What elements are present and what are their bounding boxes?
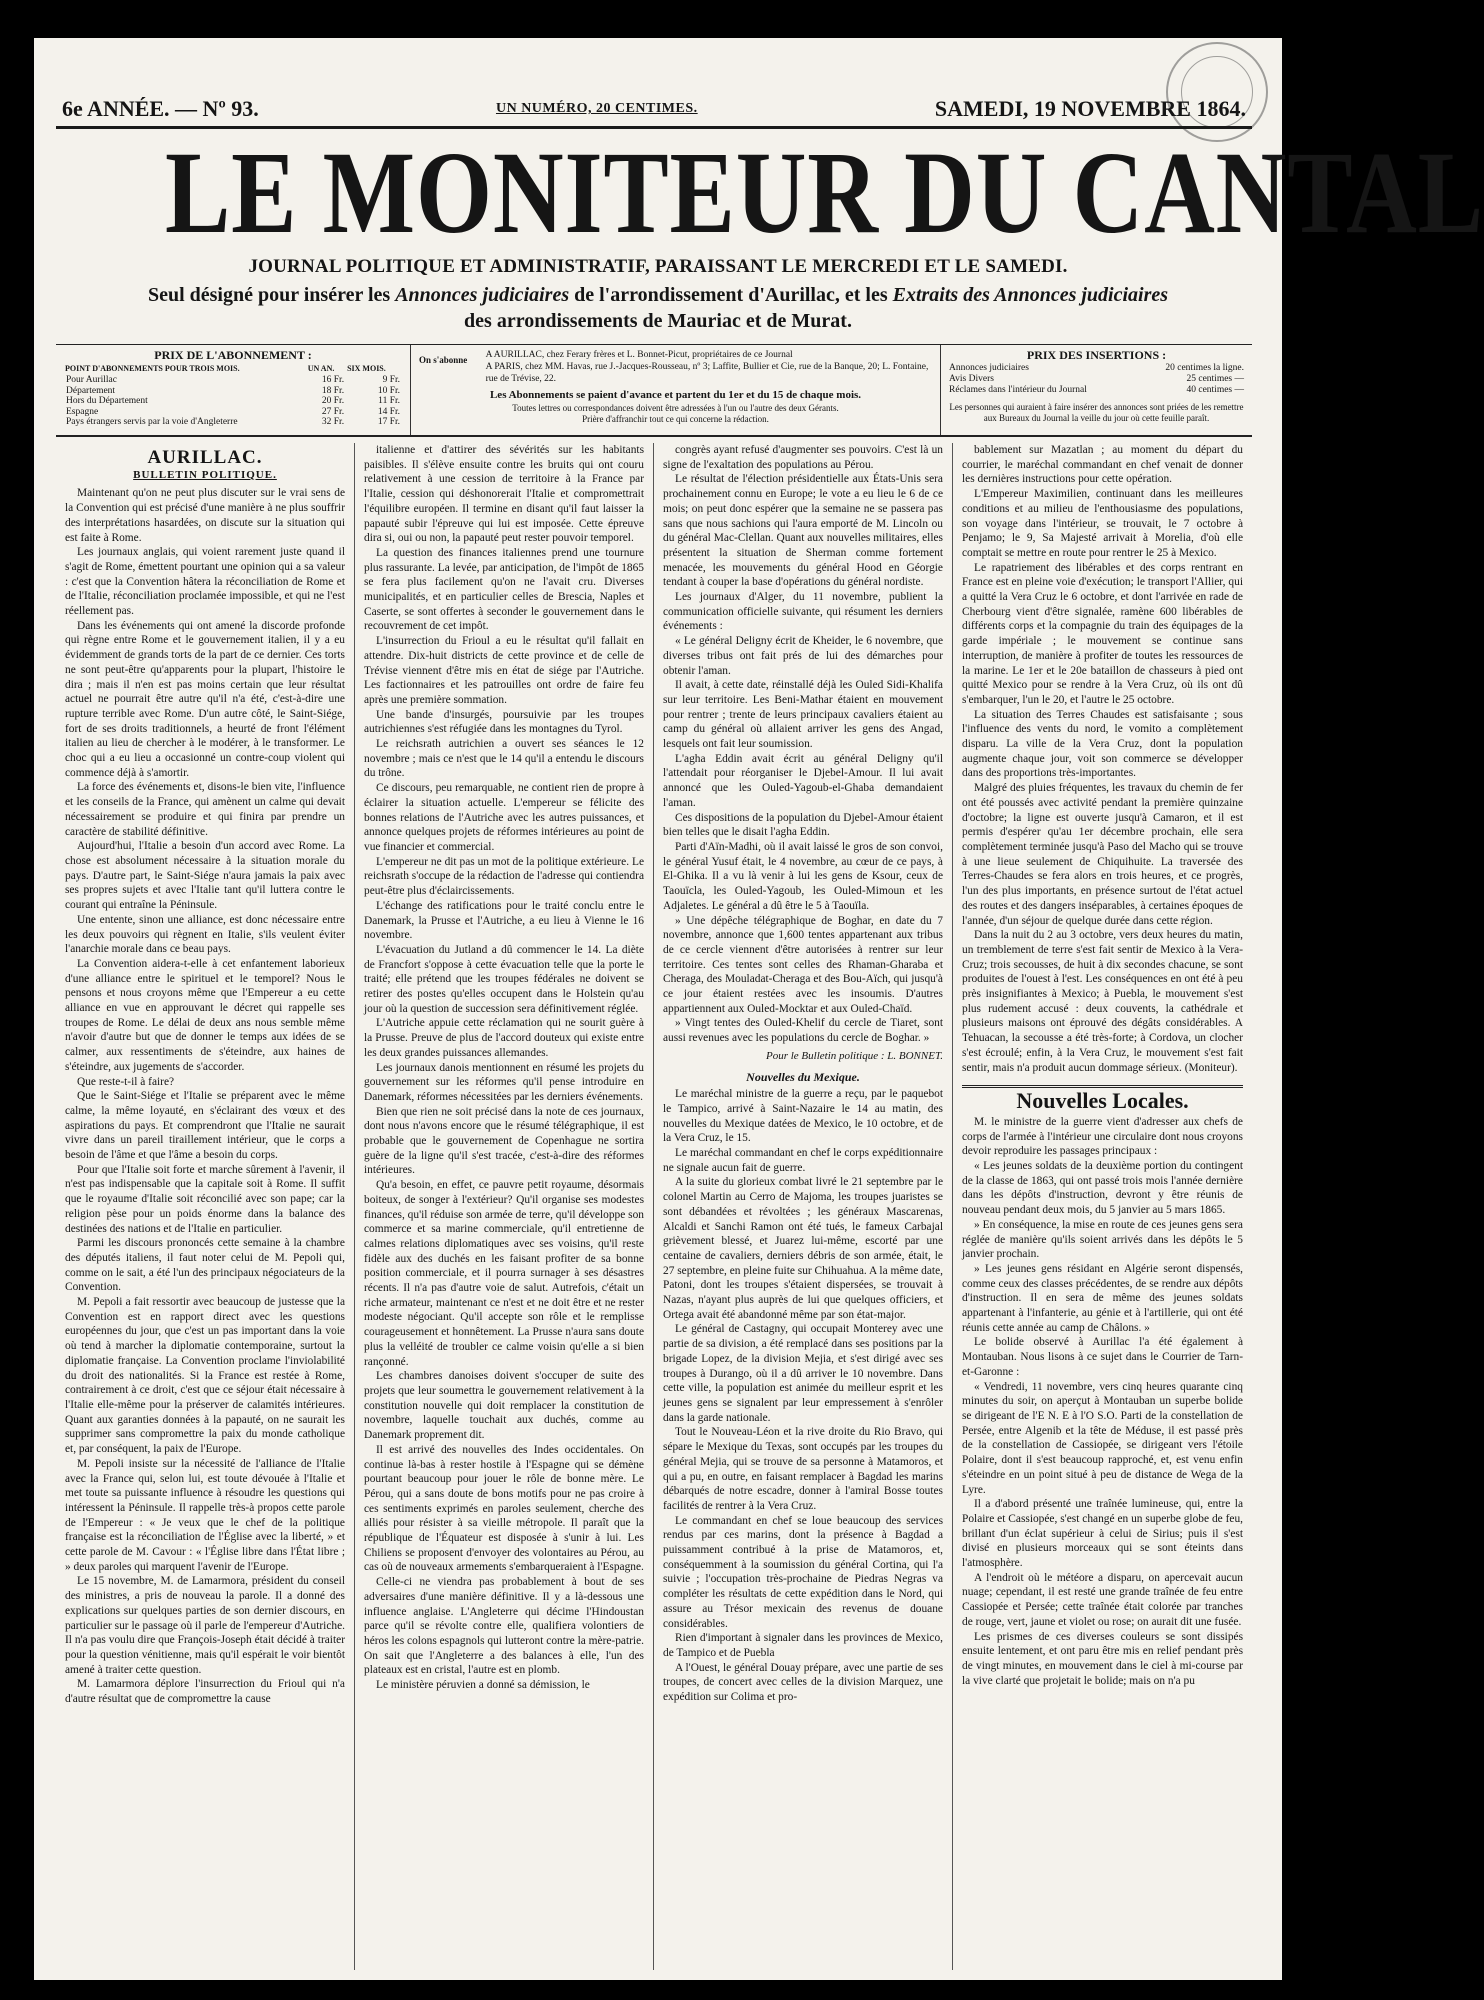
table-row: Pour Aurillac 16 Fr. 9 Fr.: [66, 375, 400, 385]
section-title-mexico: Nouvelles du Mexique.: [746, 1069, 860, 1084]
section-title-local-news: Nouvelles Locales.: [962, 1085, 1243, 1109]
article-paragraph: Une entente, sinon une alliance, est donc nécessaire entre les deux pouvoirs qui règnent en Italie, s'ils veulent éviter l'anarchie morale dans ce beau pays.: [65, 913, 345, 956]
article-paragraph: Celle-ci ne viendra pas probablement à bout de ses adversaires d'une manière définitive. Il y a là-dessous une influence anglaise. L'Angleterre qui décime l'Hindoustan parce qu'il se révolte contre elle, qualifiera volontiers de héros les colons espagnols qui lutteront contre la mère-patrie. On sait que l'Angleterre a des balances à elle, l'un des plateaux est en cristal, l'autre est en plomb.: [364, 1576, 644, 1677]
article-paragraph: « Le général Deligny écrit de Kheider, le 6 novembre, que diverses tribus ont fait prés de lui des démarches pour obtenir l'aman.: [663, 635, 943, 677]
table-row: Espagne 27 Fr. 14 Fr.: [66, 406, 400, 417]
table-row: Département 18 Fr. 10 Fr.: [66, 385, 400, 396]
section-subtitle-bulletin: BULLETIN POLITIQUE.: [133, 468, 277, 481]
subscription-title: PRIX DE L'ABONNEMENT :: [154, 348, 312, 362]
article-paragraph: » Une dépêche télégraphique de Boghar, en date du 7 novembre, annonce que 1,600 tentes appartenant aux tribus de ce cercle viennent d'être autorisées à rentrer sur leur territoire. Ces tentes sont celles des Rhaman-Gharaba et Cheraga, des Mouladat-Cheraga et des Bou-Aïch, qui jusqu'à ce jour étaient restées avec les insoumis. D'autres appartiennent aux Ouled-Mocktar et aux Ouled-Chaïd.: [663, 914, 943, 1015]
article-paragraph: Le 15 novembre, M. de Lamarmora, président du conseil des ministres, a pris de nouveau la parole. Il a donné des explications sur quelques parties de son dernier discours, en particulier sur le passage où il parle de l'empereur d'Autriche. Il n'a pas voulu dire que François-Joseph était décidé à traiter pour la question vénitienne, mais qu'il espérait le voir bientôt amené à traiter cette question.: [65, 1575, 345, 1676]
article-paragraph: Le rapatriement des libérables et des corps rentrant en France est en pleine voie d'exécution; le transport l'Allier, qui a quitté la Vera Cruz le 6 octobre, et dont l'arrivée en rade de Cherbourg vient d'être signalée, ramène 600 libérables de différents corps et la compagnie du train des équipages de la garde impériale ; le mouvement se continue sans interruption, de manière à profiter de toutes les ressources de la marine. Le 1er et le 20e bataillon de chasseurs à pied ont quitté Mexico pour se rendre à la Vera Cruz, où ils ont dû s'embarquer, l'un le 20, et l'autre le 25 octobre.: [962, 561, 1243, 706]
payment-terms: Les Abonnements se paient d'avance et partent du 1er et du 15 de chaque mois.: [489, 389, 862, 401]
article-paragraph: A l'endroit où le météore a disparu, on apercevait aucun nuage; cependant, il est resté une grande traînée de feu entre Cassiopée et Persée; cette traînée était colorée par tranches de rouge, vert, jaune et violet ou rose; on aurait dit une fusée.: [962, 1571, 1243, 1628]
issue-date: SAMEDI, 19 NOVEMBRE 1864.: [934, 96, 1246, 121]
insertion-row: Annonces judiciaires 20 centimes la ligne.: [949, 363, 1244, 373]
article-paragraph: Parmi les discours prononcés cette semaine à la chambre des députés italiens, il faut noter celui de M. Pepoli qui, comme on le sait, a été l'un des principaux négociateurs de la Convention.: [65, 1237, 345, 1294]
article-paragraph: A la suite du glorieux combat livré le 21 septembre par le colonel Martin au Cerro de Majoma, les troupes juaristes se sont débandées et révoltées ; les généraux Mascarenas, Alcaldi et Sanchi Ramon ont été tués, le fameux Carbajal grièvement blessé, et Juarez lui-même, escorté par une centaine de cavaliers, derniers débris de son armée, était, le 27 septembre, en pleine fuite sur Chihuahua. A la même date, Patoni, dont les troupes s'étaient dispersées, se trouvait à Nazas, n'ayant plus auprès de lui que quelques officiers, et Ortega avait été abandonné même par son état-major.: [663, 1176, 943, 1321]
article-paragraph: Dans la nuit du 2 au 3 octobre, vers deux heures du matin, un tremblement de terre s'est fait sentir de Mexico à la Vera-Cruz; trois secousses, de huit à dix secondes chacune, se sont produites de l'ouest à l'est. Les conséquences en ont été à peu près insignifiantes à Mexico; à Puebla, le mouvement s'est plus rudement accusé : deux couvents, la cathédrale et plusieurs maisons ont éprouvé des dégâts considérables. A Tehuacan, la secousse a été très-forte; à Cordova, un clocher s'est écroulé; enfin, à la Vera Cruz, le mouvement s'est fait sentir, mais n'a produit aucun dommage sérieux. (Moniteur).: [962, 929, 1243, 1074]
article-paragraph: » En conséquence, la mise en route de ces jeunes gens sera réglée de manière qu'ils soient arrivés dans les dépôts le 5 janvier prochain.: [962, 1218, 1243, 1261]
issue-number: 6e ANNÉE. — Nº 93.: [62, 96, 259, 121]
postage-note: Prière d'affranchir tout ce qui concerne la rédaction.: [582, 414, 769, 424]
table-header: POINT D'ABONNEMENTS POUR TROIS MOIS.: [65, 364, 240, 373]
article-paragraph: Le bolide observé à Aurillac l'a été également à Montauban. Nous lisons à ce sujet dans le Courrier de Tarn-et-Garonne :: [962, 1336, 1243, 1378]
article-paragraph: Il a d'abord présenté une traînée lumineuse, qui, entre la Polaire et Cassiopée, s'est changé en un superbe globe de feu, brillant d'un éclat supérieur à celui de Sirius; puis il s'est divisé en plusieurs morceaux qui se sont éteints dans l'atmosphère.: [962, 1498, 1243, 1570]
notice-text-2: de l'arrondissement d'Aurillac, et les: [569, 284, 893, 306]
newspaper-page: [34, 38, 1484, 1980]
article-paragraph: Les prismes de ces diverses couleurs se sont dissipés ensuite lentement, et ont paru être mis en relief pendant près de vingt minutes, en mouvement dans le ciel à mi-course par la vive clarté que projetait le bolide; mais on n'a pu: [962, 1630, 1243, 1687]
bulletin-signature: Pour le Bulletin politique : L. BONNET.: [765, 1049, 943, 1062]
article-paragraph: Aujourd'hui, l'Italie a besoin d'un accord avec Rome. La chose est absolument nécessaire à la situation morale du pays. D'autre part, le Saint-Siége n'aura jamais la paix avec ses propres sujets et avec l'Italie tant qu'il luttera contre le courant qui entraîne la Péninsule.: [65, 840, 345, 912]
article-paragraph: La situation des Terres Chaudes est satisfaisante ; sous l'influence des vents du nord, le vomito a complètement disparu. La ville de la Vera Cruz, dont la population augmente chaque jour, voit son commerce se développer dans des proportions très-importantes.: [962, 708, 1243, 780]
masthead-subtitle: JOURNAL POLITIQUE ET ADMINISTRATIF, PARAISSANT LE MERCREDI ET LE SAMEDI.: [248, 256, 1068, 277]
correspondence-note: Toutes lettres ou correspondances doivent être adressées à l'un ou l'autre des deux Gérants.: [512, 403, 839, 413]
article-paragraph: congrès ayant refusé d'augmenter ses pouvoirs. C'est là un signe de l'exaltation des populations au Pérou.: [663, 444, 943, 471]
article-paragraph: M. Pepoli a fait ressortir avec beaucoup de justesse que la Convention est en rapport direct avec les questions européennes du jour, que c'est un pas important dans la voie où tend à marcher la diplomatie contemporaine, surtout la diplomatie française. La Convention proclame l'inviolabilité du droit des nationalités. Si la France est restée à Rome, contrairement à ce droit, c'est que ce séjour était nécessaire à l'Italie elle-même pour la préserver de calamités intérieures. Quant aux garanties données à la papauté, on ne saurait les supprimer sans compromettre la paix du monde catholique et, par conséquent, la paix de l'Europe.: [65, 1296, 345, 1456]
article-paragraph: L'agha Eddin avait écrit au général Deligny qu'il l'attendait pour réorganiser le Djebel-Amour. Il lui avait annoncé que les Ouled-Yagoub-el-Ghaba demandaient l'aman.: [663, 752, 943, 809]
notice-emphasis-1: Annonces judiciaires: [395, 284, 570, 306]
office-aurillac: A AURILLAC, chez Ferary frères et L. Bonnet-Picut, propriétaires de ce Journal: [485, 350, 793, 360]
office-label: On s'abonne: [419, 355, 468, 365]
article-paragraph: M. le ministre de la guerre vient d'adresser aux chefs de corps de l'armée à l'intérieur une circulaire dont nous croyons devoir reproduire les passages principaux :: [962, 1115, 1243, 1158]
column-4: [953, 443, 1252, 1970]
article-paragraph: Qu'a besoin, en effet, ce pauvre petit royaume, désormais boiteux, de songer à l'extérieur? Qu'il organise ses modestes finances, qu'il réduise son armée de terre, qu'il développe son commerce et sa marine commerciale, qu'il entretienne de calmes relations diplomatiques avec ses voisins, qu'il reste fidèle aux des duchés en les faisant profiter de sa bonne position commerciale, et il pourra surnager à ses désastres récents. Il n'a pas d'autre voie de salut. Autrefois, c'était un riche armateur, maintenant ce n'est et ne doit être et ne rester modeste négociant. Qu'il accepte son rôle et le remplisse courageusement et honnêtement. La Prusse n'aura sans doute plus la velléité de troubler ce calme voisin qu'elle a si bien rançonné.: [364, 1179, 644, 1368]
masthead-title: LE MONITEUR DU CANTAL: [164, 127, 1484, 258]
article-paragraph: L'insurrection du Frioul a eu le résultat qu'il fallait en attendre. Dix-huit districts de cette province et de celle de Trévise viennent d'être mis en état de siége par l'Autriche. Les factionnaires et les patrouilles ont ordre de faire feu après une première sommation.: [364, 635, 644, 706]
article-paragraph: Le ministère péruvien a donné sa démission, le: [376, 1679, 590, 1692]
article-paragraph: Le maréchal commandant en chef le corps expéditionnaire ne signale aucun fait de guerre.: [663, 1147, 943, 1174]
article-paragraph: Dans les événements qui ont amené la discorde profonde qui règne entre Rome et le gouvernement italien, il y a eu évidemment de grands torts de la part de ce dernier. Ces torts ne sont peut-être qu'apparents pour la plupart, l'histoire le dira ; mais il n'en est pas moins certain que leur résultat actuel ne pourrait être autre qu'il n'a été, c'est-à-dire une rupture terrible avec Rome. D'un autre côté, le Saint-Siége, fort de ses droits traditionnels, a heurté de front l'élément italien au lieu de chercher à le modérer, à le transformer. Le choc qui a eu lieu a occasionné un contre-coup violent qui commence déjà à s'amortir.: [65, 619, 345, 779]
article-paragraph: » Les jeunes gens résidant en Algérie seront dispensés, comme ceux des classes précédentes, de se rendre aux dépôts d'instruction. Il en sera de même des jeunes soldats appartenant à l'infanterie, au génie et à l'artillerie, qui ont été réunis cette année au camp de Châlons. »: [962, 1262, 1243, 1334]
article-paragraph: italienne et d'attirer des sévérités sur les habitants paisibles. Il s'élève ensuite contre les bruits qui ont couru relativement à une cession de territoire à la France par l'Italie, cession qui déshonorerait l'Italie et compromettrait l'équilibre européen. Il termine en disant qu'il faut laisser la papauté subir l'épreuve qui lui est imposée. Cette épreuve dira si, oui ou non, la papauté peut rester pouvoir temporel.: [364, 444, 644, 545]
article-paragraph: Le reichsrath autrichien a ouvert ses séances le 12 novembre ; mais ce n'est que le 14 qu'il a entendu le discours du trône.: [364, 738, 644, 780]
article-paragraph: Les chambres danoises doivent s'occuper de suite des projets que leur soumettra le gouvernement relativement à la constitution nouvelle qui doit remplacer la constitution de novembre, laquelle touchait aux duchés, comme au Danemark proprement dit.: [364, 1370, 644, 1442]
subscription-box: [56, 344, 1252, 437]
column-1: [56, 443, 355, 1970]
article-paragraph: Parti d'Aïn-Madhi, où il avait laissé le gros de son convoi, le général Yusuf était, le 4 novembre, au cœur de ce pays, à El-Ghika. Il a vu là venir à lui les gens de Ksour, ceux de Taouïcla, les Ouled-Yagoub, les Ouled-Mimoun et les Adjaletes. Le général a dû être le 5 à Taouïla.: [663, 840, 943, 912]
column-2: [355, 443, 654, 1970]
article-columns: [56, 443, 1252, 1970]
notice-text-3: des arrondissements de Mauriac et de Murat.: [464, 310, 852, 332]
article-paragraph: Ce discours, peu remarquable, ne contient rien de propre à éclairer la situation actuelle. L'empereur se félicite des bonnes relations de l'Autriche avec les autres puissances, et annonce quelques projets de réformes intérieures au point de vue financier et commercial.: [364, 782, 644, 853]
table-header: SIX MOIS.: [347, 364, 386, 373]
insertion-row: Avis Divers 25 centimes —: [949, 374, 1244, 384]
article-paragraph: L'empereur ne dit pas un mot de la politique extérieure. Le reichsrath s'occupe de la rédaction de l'adresse qui contiendra peut-être plus d'éclaircissements.: [364, 855, 644, 898]
insertion-row: Réclames dans l'intérieur du Journal 40 centimes —: [949, 385, 1244, 395]
section-title-aurillac: AURILLAC.: [147, 447, 263, 468]
article-paragraph: Que reste-t-il à faire?: [77, 1075, 175, 1088]
article-paragraph: L'Empereur Maximilien, continuant dans les meilleures conditions et au milieu de l'enthousiasme des populations, son voyage dans l'intérieur, se trouvait, le 7 octobre à Penjamo; le 9, Sa Majesté arrivait à Morelia, d'où elle comptait se mettre en route pour rentrer le 25 à Mexico.: [962, 488, 1243, 559]
article-paragraph: » Vingt tentes des Ouled-Khelif du cercle de Tiaret, sont aussi revenues avec les populations du cercle de Boghar. »: [663, 1017, 943, 1045]
article-paragraph: Les journaux danois mentionnent en résumé les projets du gouvernement sur les réformes qu'il pense introduire en Danemark, réformes nécessitées par les derniers événements.: [364, 1061, 644, 1103]
article-paragraph: Pour que l'Italie soit forte et marche sûrement à l'avenir, il n'est pas indispensable que la capitale soit à Rome. Il suffit que le royaume d'Italie soit réconcilié avec son pape; car la religion pèse pour un poids énorme dans la balance des destinées des nations et de l'Italie en particulier.: [65, 1163, 345, 1235]
article-paragraph: A l'Ouest, le général Douay prépare, avec une partie de ses troupes, de concert avec celles de la division Marquez, une expédition sur Colima et pro-: [663, 1661, 943, 1704]
article-paragraph: L'échange des ratifications pour le traité conclu entre le Danemark, la Prusse et l'Autriche, a eu lieu à Vienne le 16 novembre.: [364, 899, 644, 942]
table-row: Hors du Département 20 Fr. 11 Fr.: [66, 396, 400, 406]
article-paragraph: La question des finances italiennes prend une tournure plus rassurante. La levée, par anticipation, de l'impôt de 1865 se fera plus facilement qu'on ne l'avait cru. Diverses municipalités, et en particulier celles de Brescia, Naples et Caserte, se sont offertes à seconder le gouvernement dans le recouvrement de cet impôt.: [364, 546, 644, 633]
article-paragraph: Il avait, à cette date, réinstallé déjà les Ouled Sidi-Khalifa sur leur territoire. Les Beni-Mathar étaient en mouvement pour rentrer ; trente de leurs principaux cavaliers étaient au camp du général où allaient arriver les gens des Angad, lesquels ont fait leur soumission.: [663, 679, 943, 751]
article-paragraph: La Convention aidera-t-elle à cet enfantement laborieux d'une alliance entre le spirituel et le temporel? Nous le pensons et nous croyons même que l'Empereur a eu cette alliance en vue en approuvant le décret qui rappelle ses troupes de Rome. Le délai de deux ans nous semble même n'avoir d'autre but que de donner le temps aux idées de se calmer, aux ressentiments de s'éteindre, aux haines de s'éteindre, aux jugements de s'accorder.: [65, 957, 345, 1073]
article-paragraph: Le résultat de l'élection présidentielle aux États-Unis sera prochainement connu en Europe; le vote a eu lieu le 6 de ce mois; on peut donc espérer que la semaine ne se passera pas sans que nous sachions qui l'aura emporté de M. Lincoln ou du général Mac-Clellan. Quant aux nouvelles militaires, elles présentent la situation de Sherman comme fortement menacée, les mouvements du général Hood en Géorgie tendant à couper la base d'opérations du général nordiste.: [663, 473, 943, 589]
notice-emphasis-2: Extraits des Annonces judiciaires: [892, 284, 1169, 306]
article-paragraph: Ces dispositions de la population du Djebel-Amour étaient bien telles que le disait l'agha Eddin.: [663, 811, 943, 839]
article-paragraph: Une bande d'insurgés, poursuivie par les troupes autrichiennes s'est réfugiée dans les montagnes du Tyrol.: [364, 708, 644, 736]
legal-notice: [64, 282, 1252, 334]
article-paragraph: M. Pepoli insiste sur la nécessité de l'alliance de l'Italie avec la France qui, selon lui, est toute dévouée à l'Italie et met toute sa puissante influence à résoudre les questions qui intéressent la Péninsule. Il rappelle très-à propos cette parole de l'Empereur : « Je veux que le chef de la politique française est la réconciliation de l'Église avec la liberté, » et cette parole de M. Cavour : « l'Église libre dans l'État libre ; » deux paroles qui marquent l'avenir de l'Europe.: [65, 1457, 345, 1573]
article-paragraph: « Les jeunes soldats de la deuxième portion du contingent de la classe de 1863, qui ont passé trois mois l'année dernière dans les dépôts d'instruction, devront y être réunis de nouveau pendant deux mois, du 5 janvier au 5 mars 1865.: [962, 1160, 1243, 1217]
table-row: Pays étrangers servis par la voie d'Angleterre 32 Fr. 17 Fr.: [66, 417, 400, 427]
article-paragraph: Les journaux anglais, qui voient rarement juste quand il s'agit de Rome, émettent pourtant une opinion qui a sa valeur : c'est que la Convention hâtera la réconciliation de Rome et de l'Italie, réconciliation proclamée impossible, et qui ne l'est réellement pas.: [65, 546, 345, 618]
article-paragraph: L'évacuation du Jutland a dû commencer le 14. La diète de Francfort s'oppose à cette évacuation telle que la porte le traité; elle prétend que les troupes fédérales ne doivent se retirer des postes qu'elles occupent dans le Holstein qu'au jour où la question de succession sera définitivement réglée.: [364, 943, 644, 1015]
subscription-table: [64, 363, 402, 428]
insertion-prices: [941, 345, 1252, 435]
article-paragraph: Le maréchal ministre de la guerre a reçu, par le paquebot le Tampico, arrivé à Saint-Nazaire le 14 au matin, des nouvelles du Mexique datées de Mexico, le 10 octobre, et de la Vera Cruz, le 15.: [663, 1088, 943, 1145]
article-paragraph: bablement sur Mazatlan ; au moment du départ du courrier, le maréchal commandant en chef venait de donner les dernières instructions pour cette opération.: [962, 444, 1243, 486]
article-paragraph: Le commandant en chef se loue beaucoup des services rendus par ces marins, dont la présence à Bagdad a puissamment contribué à la prise de Matamoros, et, conséquemment à la soumission du général Cortina, qui l'a suivie ; l'occupation très-prochaine de Piedras Negras va compléter les résultats de cette expédition dans le Nord, qui assure au Trésor mexicain des revenus de douane considérables.: [663, 1514, 943, 1630]
insertions-title: PRIX DES INSERTIONS :: [1026, 348, 1167, 362]
article-paragraph: Maintenant qu'on ne peut plus discuter sur le vrai sens de la Convention qui est précisé d'une manière à ne plus souffrir des interprétations hasardées, on discute sur la situation qui est faite à Rome.: [65, 487, 345, 544]
issue-price: UN NUMÉRO, 20 CENTIMES.: [495, 101, 698, 116]
subscription-prices: [56, 345, 411, 435]
table-header: UN AN.: [307, 364, 335, 373]
issue-line: [62, 94, 1246, 124]
article-paragraph: Malgré des pluies fréquentes, les travaux du chemin de fer ont été poussés avec activité pendant la première quinzaine d'octobre; la ligne est ouverte jusqu'à Camaron, et il est permis d'espérer qu'au 1er décembre prochain, elle sera complètement terminée jusqu'à Paso del Macho qui se trouve à une lieue seulement de Chiquihuite. La traversée des Terres-Chaudes se fera alors en trois heures, et ce progrès, l'un des plus importants, en présence surtout de l'état actuel des routes et des dangers inséparables, à certaines époques de l'année, d'un séjour de quelque durée dans cette région.: [962, 782, 1243, 927]
article-paragraph: L'Autriche appuie cette réclamation qui ne sourit guère à la Prusse. Preuve de plus de l'accord douteux qui existe entre les deux grandes puissances allemandes.: [364, 1017, 644, 1059]
article-paragraph: Il est arrivé des nouvelles des Indes occidentales. On continue là-bas à rester hostile à l'Espagne qui se démène pourtant beaucoup pour jouer le rôle de bonne mère. Le Pérou, qui a sans doute de bons motifs pour ne pas croire à ces sentiments exprimés en paroles seulement, cherche des alliés pour résister à sa vieille métropole. Il paraît que la république de l'Équateur est disposée à s'unir à lui. Les Chiliens se proposent d'envoyer des volontaires au Pérou, au cas où de nouveaux armements s'embarqueraient à l'Espagne.: [364, 1443, 644, 1574]
article-paragraph: M. Lamarmora déplore l'insurrection du Frioul qui n'a d'autre résultat que de compromettre la cause: [65, 1678, 345, 1706]
article-paragraph: Bien que rien ne soit précisé dans la note de ces journaux, dont nous n'avons encore que le résumé télégraphique, il est probable que le gouvernement de Copenhague ne sortira guère de la ligne qu'il s'est tracée, c'est-à-dire des réformes intérieures.: [364, 1105, 644, 1177]
article-paragraph: Le général de Castagny, qui occupait Monterey avec une partie de sa division, a été remplacé dans ses positions par la brigade Lopez, de la division Mejia, et s'est dirigé avec ses troupes à Durango, où il a dû arriver le 10 novembre. Dans cette ville, la population est animée du meilleur esprit et les jeunes gens se signalent par leur empressement à s'enrôler dans la garde nationale.: [663, 1323, 943, 1424]
subscription-offices: [411, 345, 941, 435]
article-paragraph: « Vendredi, 11 novembre, vers cinq heures quarante cinq minutes du soir, on aperçut à Montauban un superbe bolide se dirigeant de l'E N. E à l'O S.O. Parti de la constellation de Persée, entre Algenib et la tête de Méduse, il est passé près de la constellation de Cassiopée, se dirigeant vers l'étoile Polaire, dont il s'est beaucoup rapproché, et, est venu enfin s'éteindre en un point situé à peu de distance de Wega de la Lyre.: [962, 1380, 1243, 1496]
office-paris: A PARIS, chez MM. Havas, rue J.-Jacques-Rousseau, nº 3; Laffite, Bullier et Cie, rue de la Banque, 20; L. Fontaine, rue de Trévise, 22.: [485, 362, 929, 384]
article-paragraph: Rien d'important à signaler dans les provinces de Mexico, de Tampico et de Puebla: [663, 1632, 943, 1659]
article-paragraph: La force des événements et, disons-le bien vite, l'influence et les conseils de la France, qui amènent un calme qui devait nécessairement se produire et qui finira par prendre un caractère de stabilité définitive.: [65, 781, 345, 838]
article-paragraph: Tout le Nouveau-Léon et la rive droite du Rio Bravo, qui sépare le Mexique du Texas, sont occupés par les troupes du général Mejia, qui se trouve de sa personne à Matamoros, et qui a pu, en outre, en faisant remplacer à Bagdad les marins débarqués de notre escadre, donner à l'amiral Bosse toutes facilités de rentrer à la Vera Cruz.: [663, 1426, 943, 1512]
column-3: [654, 443, 953, 1970]
article-paragraph: Les journaux d'Alger, du 11 novembre, publient la communication officielle suivante, qui résument les derniers événements :: [663, 591, 943, 633]
notice-text-1: Seul désigné pour insérer les: [147, 284, 396, 306]
article-paragraph: Que le Saint-Siége et l'Italie se préparent avec le même calme, la même loyauté, en s'éclairant des vœux et des aspirations du pays. Et comprendront que l'Italie ne saurait vivre dans un pareil tiraillement intérieur, que le corps a besoin de l'âme et que l'âme a besoin du corps.: [65, 1090, 345, 1162]
insertions-note: Les personnes qui auraient à faire insérer des annonces sont priées de les remettre aux Bureaux du Journal la veille du jour où cette feuille paraît.: [949, 402, 1244, 423]
